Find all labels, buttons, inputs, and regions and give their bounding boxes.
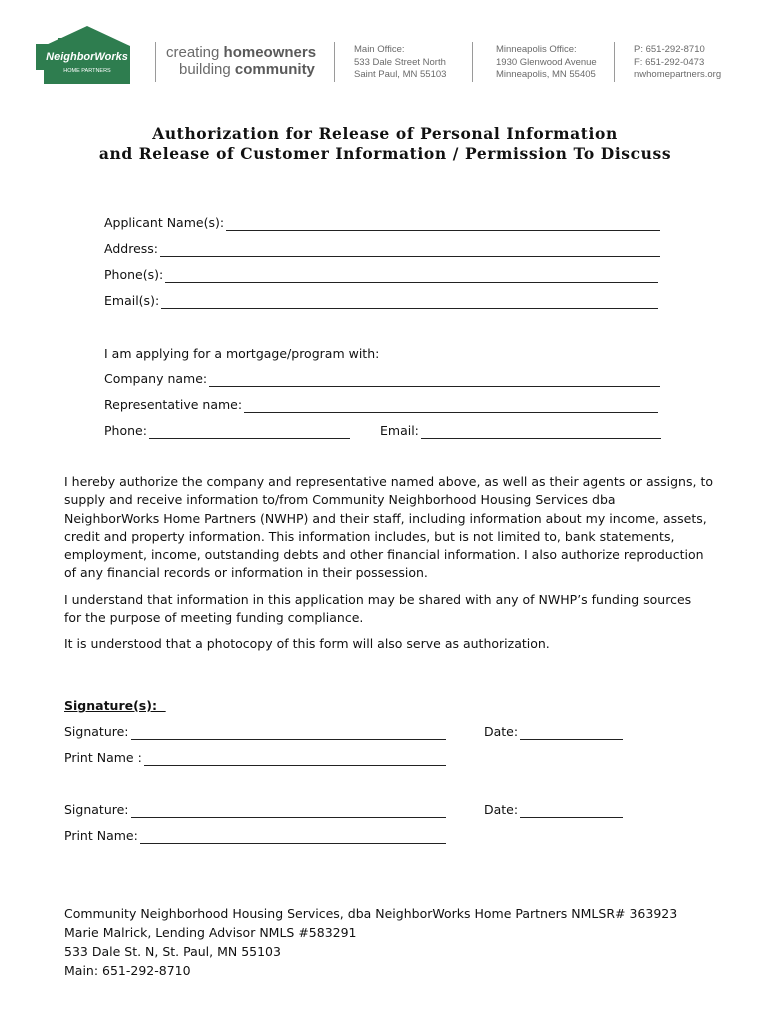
signatures-heading: Signature(s): <box>64 698 166 713</box>
date-field-1[interactable]: Date: <box>484 724 623 740</box>
photocopy-paragraph: It is understood that a photocopy of this form will also serve as authorization. <box>64 636 550 651</box>
footer-contact: Community Neighborhood Housing Services, dba NeighborWorks Home Partners NMLSR# 363923 Marie Malrick, Lending Advisor NMLS #583291 533 Dale St. N, St. Paul, MN 55103 Main: 651-292-8710 <box>64 906 678 978</box>
logo-subtext: HOME PARTNERS <box>63 68 111 74</box>
main-office-address: Main Office: 533 Dale Street North Saint Paul, MN 55103 <box>354 44 447 80</box>
funding-sources-paragraph: I understand that information in this application may be shared with any of NWHP’s funding sources for the purpose of meeting funding compliance. <box>64 592 692 626</box>
logo-text: NeighborWorks <box>46 51 128 63</box>
applicant-name-field[interactable]: Applicant Name(s): <box>104 215 660 231</box>
header-divider <box>334 42 335 82</box>
email-field[interactable]: Email(s): <box>104 293 658 309</box>
representative-name-field[interactable]: Representative name: <box>104 397 658 413</box>
signature-field-1[interactable]: Signature: <box>64 724 446 740</box>
header-divider <box>614 42 615 82</box>
company-name-field[interactable]: Company name: <box>104 371 660 387</box>
lender-phone-field[interactable]: Phone: <box>104 423 350 439</box>
address-field[interactable]: Address: <box>104 241 660 257</box>
neighborworks-logo <box>36 24 138 86</box>
form-title-line1: Authorization for Release of Personal Information <box>152 124 618 143</box>
minneapolis-office-address: Minneapolis Office: 1930 Glenwood Avenue Minneapolis, MN 55405 <box>496 44 597 80</box>
tagline: creating homeowners building community <box>166 44 317 78</box>
lender-email-field[interactable]: Email: <box>380 423 661 439</box>
print-name-field-1[interactable]: Print Name : <box>64 750 446 766</box>
phone-field[interactable]: Phone(s): <box>104 267 658 283</box>
date-field-2[interactable]: Date: <box>484 802 623 818</box>
contact-info: P: 651-292-8710 F: 651-292-0473 nwhomepartners.org <box>634 44 722 80</box>
mortgage-intro: I am applying for a mortgage/program with: <box>104 346 380 361</box>
header-divider <box>472 42 473 82</box>
authorization-paragraph: I hereby authorize the company and representative named above, as well as their agents or assigns, to supply and receive information to/from Community Neighborhood Housing Services dba NeighborWorks Home Partners (NWHP) and their staff, including information about my income, assets, credit and property information. This information includes, but is not limited to, bank statements, employment, income, outstanding debts and other financial information. I also authorize reproduction of any financial records or information in their possession. <box>64 474 713 581</box>
print-name-field-2[interactable]: Print Name: <box>64 828 446 844</box>
signature-field-2[interactable]: Signature: <box>64 802 446 818</box>
form-title-line2: and Release of Customer Information / Permission To Discuss <box>98 144 672 163</box>
header-divider <box>155 42 156 82</box>
